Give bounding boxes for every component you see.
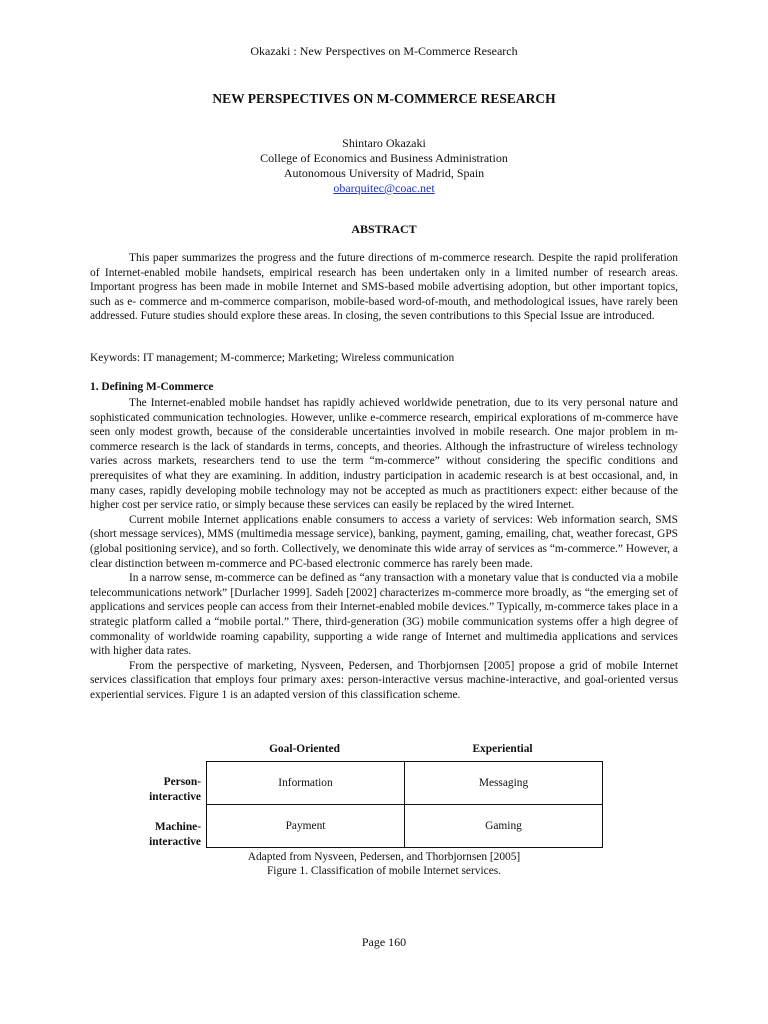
- section-paragraph: Current mobile Internet applications enable consumers to access a variety of services: Web information search, SMS (short message services), MMS (multimedia message service), banking, payment, gaming, emailing, chat, weather forecast, GPS (global positioning service), and so forth. Collectively, we denominate this wide array of services as “m-commerce.” However, a clear distinction between m-commerce and PC-based electronic commerce has rarely been made.: [90, 513, 678, 570]
- abstract-body: [90, 251, 678, 324]
- author-affiliation-college: College of Economics and Business Administration: [260, 151, 508, 165]
- figure-1: [90, 740, 678, 880]
- figure-caption: Figure 1. Classification of mobile Internet services.: [266, 865, 502, 877]
- author-email-link[interactable]: obarquitec@coac.net: [333, 181, 435, 195]
- grid-cell: Information: [207, 762, 405, 805]
- author-affiliation-university: Autonomous University of Madrid, Spain: [283, 166, 485, 180]
- author-block: [90, 136, 678, 196]
- abstract-paragraph: This paper summarizes the progress and the future directions of m-commerce research. Despite the rapid proliferation of Internet-enabled mobile handsets, empirical research has been undertaken only in a limited number of research areas. Important progress has been made in mobile Internet and SMS-based mobile advertising adoption, but other important topics, such as e- commerce and m-commerce comparison, mobile-based word-of-mouth, and methodological issues, have rarely been addressed. Future studies should explore these areas. In closing, the seven contributions to this Special Issue are introduced.: [90, 252, 678, 323]
- grid-row: [207, 805, 603, 848]
- section-paragraph: The Internet-enabled mobile handset has rapidly achieved worldwide penetration, due to its very personal nature and sophisticated communication technologies. However, unlike e-commerce research, empirical explorations of m-commerce have seen only modest growth, because of the considerable uncertainties involved in mobile research. One major problem in m-commerce research is the lack of standards in terms, concepts, and theories. Although the infrastructure of wireless technology varies across markets, researchers tend to use the term “m-commerce” without considering the specific conditions and prerequisites of what they are examining. In addition, industry participation in academic research is at best occasional, and, in many cases, rapidly developing mobile technology may not be accepted as much as practitioners expect: either because of the higher cost per service ratio, or simply because these services can easily be replaced by the wired Internet.: [90, 397, 678, 512]
- figure-row-header: [90, 820, 201, 849]
- figure-col-header: Experiential: [472, 743, 533, 755]
- figure-row-header: [90, 775, 201, 804]
- section-paragraph: From the perspective of marketing, Nysveen, Pedersen, and Thorbjornsen [2005] propose a grid of mobile Internet services classification that employs four primary axes: person-interactive versus machine-interactive, and goal-oriented versus experiential services. Figure 1 is an adapted version of this classification scheme.: [90, 659, 678, 701]
- grid-row: [207, 762, 603, 805]
- paper-title: NEW PERSPECTIVES ON M-COMMERCE RESEARCH: [212, 91, 556, 106]
- grid-cell: Payment: [207, 805, 405, 848]
- abstract-heading: ABSTRACT: [351, 222, 417, 236]
- paper-page: [90, 0, 678, 1024]
- keywords-line: Keywords: IT management; M-commerce; Marketing; Wireless communication: [90, 352, 455, 364]
- figure-source: Adapted from Nysveen, Pedersen, and Thorbjornsen [2005]: [247, 851, 521, 863]
- section-body: [90, 396, 678, 702]
- running-head: Okazaki : New Perspectives on M-Commerce Research: [250, 44, 518, 58]
- figure-row-header-line: Person-: [163, 776, 201, 788]
- figure-row-header-line: Machine-: [154, 821, 201, 833]
- classification-grid: [206, 761, 603, 848]
- grid-cell: Gaming: [405, 805, 603, 848]
- figure-row-header-line: interactive: [149, 790, 201, 803]
- section-paragraph: In a narrow sense, m-commerce can be defined as “any transaction with a monetary value that is conducted via a mobile telecommunications network” [Durlacher 1999]. Sadeh [2002] characterizes m-commerce more broadly, as “the emerging set of applications and services people can access from their Internet-enabled mobile devices.” Typically, m-commerce takes place in a strategic platform called a “mobile portal.” There, third-generation (3G) mobile communication systems offer a high degree of commonality of worldwide roaming capability, supporting a wide range of Internet and multimedia applications and services with higher data rates.: [90, 572, 678, 658]
- grid-cell: Messaging: [405, 762, 603, 805]
- figure-row-header-line: interactive: [149, 835, 201, 848]
- section-heading: 1. Defining M-Commerce: [90, 381, 214, 393]
- figure-col-header: Goal-Oriented: [269, 743, 340, 755]
- page-number: Page 160: [361, 935, 407, 949]
- author-name: Shintaro Okazaki: [342, 136, 426, 150]
